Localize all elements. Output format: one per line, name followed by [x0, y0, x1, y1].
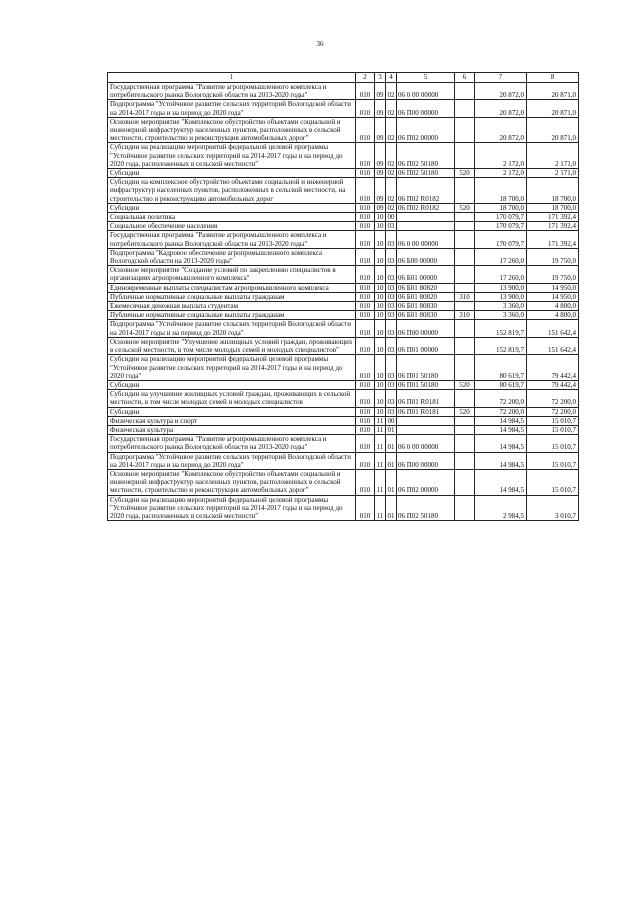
target-article-cell: 06 П02 R0182 [397, 203, 455, 212]
target-article-cell: 06 П02 00000 [397, 117, 455, 143]
amount-2019-cell: 80 619,7 [475, 380, 527, 389]
name-cell: Государственная программа "Развитие агропромышленного комплекса и потребительского рынка Вологодской области на 2013-2020 годы" [108, 435, 356, 452]
amount-2020-cell: 15 010,7 [527, 435, 579, 452]
amount-2019-cell: 13 900,0 [475, 283, 527, 292]
section-cell: 10 [376, 380, 384, 389]
amount-2019-cell: 18 700,0 [475, 203, 527, 212]
name-cell: Физическая культура и спорт [108, 416, 356, 425]
section-cell: 11 [375, 469, 386, 495]
target-article-cell: 06 Б01 80830 [397, 311, 455, 320]
name-cell: Основное мероприятие "Комплексное обустройство объектами социальной и инженерной инфраструктур населенных пунктов, расположенных в сельской местности, строительство и реконструкция автомобильных дорог" [108, 469, 356, 495]
subsection-cell: 02 [386, 117, 397, 143]
expense-type-cell: 310 [455, 311, 475, 320]
target-article-cell: 06 П02 00000 [397, 469, 455, 495]
name-cell: Подпрограмма "Кадровое обеспечение агропромышленного комплекса Вологодской области на 2013-2020 годы" [108, 248, 356, 265]
section-cell: 10 [375, 231, 386, 248]
section-cell: 10 [375, 266, 386, 283]
subsection-cell: 03 [387, 302, 395, 311]
ministry-cell: 010 [356, 143, 375, 169]
target-article-cell [397, 416, 455, 425]
table-row [108, 337, 579, 354]
amount-2019-cell: 72 200,0 [475, 407, 527, 416]
header-cell-1: 1 [108, 73, 356, 83]
expense-type-cell [455, 178, 475, 204]
target-article-cell: 06 П02 50180 [397, 143, 455, 169]
expense-type-cell [455, 355, 475, 381]
ministry-cell: 010 [356, 213, 375, 222]
amount-2020-cell: 2 171,0 [527, 143, 579, 169]
target-article-cell: 06 Б00 00000 [397, 248, 455, 265]
table-row [108, 83, 579, 100]
ministry-cell: 010 [356, 425, 375, 434]
table-row [108, 302, 579, 311]
expense-type-cell [455, 495, 475, 521]
expense-type-cell [455, 143, 475, 169]
subsection-cell: 03 [387, 380, 395, 389]
subsection-cell: 03 [386, 337, 397, 354]
table-row [108, 213, 579, 222]
name-cell: Ежемесячная денежная выплата студентам [108, 302, 356, 311]
table-row [108, 117, 579, 143]
subsection-cell: 03 [386, 355, 397, 381]
subsection-cell: 03 [387, 407, 395, 416]
subsection-cell: 02 [386, 143, 397, 169]
section-cell: 09 [376, 203, 384, 212]
target-article-cell [397, 425, 455, 434]
target-article-cell: 06 П02 R0182 [397, 178, 455, 204]
amount-2019-cell: 20 872,0 [475, 117, 527, 143]
amount-2020-cell: 79 442,4 [527, 355, 579, 381]
name-cell: Социальное обеспечение населения [108, 222, 356, 231]
amount-2020-cell: 15 010,7 [527, 452, 579, 469]
ministry-cell: 010 [356, 83, 375, 100]
expense-type-cell [455, 302, 475, 311]
section-cell: 09 [375, 83, 386, 100]
amount-2019-cell: 72 200,0 [475, 390, 527, 407]
subsection-cell: 01 [387, 425, 395, 434]
amount-2019-cell: 14 984,5 [475, 452, 527, 469]
name-cell: Основное мероприятие "Комплексное обустройство объектами социальной и инженерной инфраструктур населенных пунктов, расположенных в сельской местности, строительство и реконструкция автомобильных дорог" [108, 117, 356, 143]
amount-2020-cell: 14 950,0 [527, 292, 579, 301]
subsection-cell: 03 [386, 248, 397, 265]
name-cell: Публичные нормативные социальные выплаты гражданам [108, 292, 356, 301]
amount-2020-cell: 15 010,7 [527, 416, 579, 425]
table-row [108, 416, 579, 425]
amount-2020-cell: 151 642,4 [527, 337, 579, 354]
section-cell: 11 [375, 416, 386, 425]
name-cell: Субсидии [108, 203, 356, 212]
target-article-cell: 06 Б01 80820 [397, 283, 455, 292]
section-cell: 10 [376, 283, 384, 292]
section-cell: 11 [375, 495, 386, 521]
page-number: 36 [316, 40, 324, 48]
amount-2019-cell: 3 360,0 [475, 302, 527, 311]
subsection-cell: 02 [387, 203, 395, 212]
section-cell: 09 [375, 143, 386, 169]
subsection-cell: 03 [386, 231, 397, 248]
amount-2020-cell: 15 010,7 [527, 469, 579, 495]
amount-2019-cell: 170 079,7 [475, 222, 527, 231]
name-cell: Основное мероприятие "Создание условий по закреплению специалистов в организациях агропромышленного комплекса" [108, 266, 356, 283]
target-article-cell: 06 П02 50180 [397, 495, 455, 521]
amount-2019-cell: 170 079,7 [475, 231, 527, 248]
target-article-cell: 06 П00 00000 [397, 320, 455, 337]
amount-2020-cell: 3 010,7 [527, 495, 579, 521]
amount-2020-cell: 2 171,0 [527, 169, 579, 178]
amount-2020-cell: 14 950,0 [527, 283, 579, 292]
expense-type-cell [455, 337, 475, 354]
amount-2019-cell: 14 984,5 [475, 469, 527, 495]
section-cell: 09 [375, 100, 386, 117]
header-cell-6: 6 [455, 73, 475, 83]
name-cell: Субсидии на реализацию мероприятий федеральной целевой программы "Устойчивое развитие сельских территорий на 2014-2017 годы и на период до 2020 года, расположенных в сельской местности" [108, 143, 356, 169]
budget-table [107, 72, 579, 521]
ministry-cell: 010 [356, 390, 375, 407]
section-cell: 09 [375, 178, 386, 204]
table-row [108, 231, 579, 248]
ministry-cell: 010 [356, 248, 375, 265]
expense-type-cell [455, 435, 475, 452]
ministry-cell: 010 [356, 311, 375, 320]
subsection-cell: 03 [387, 292, 395, 301]
table-row [108, 390, 579, 407]
target-article-cell [397, 222, 455, 231]
subsection-cell: 02 [386, 83, 397, 100]
name-cell: Субсидии на реализацию мероприятий федеральной целевой программы "Устойчивое развитие сельских территорий на 2014-2017 годы и на период до 2020 года" [108, 355, 356, 381]
name-cell: Субсидии на реализацию мероприятий федеральной целевой программы "Устойчивое развитие сельских территорий на 2014-2017 годы и на период до 2020 года, расположенных в сельской местности" [108, 495, 356, 521]
subsection-cell: 03 [387, 283, 395, 292]
ministry-cell: 010 [356, 380, 375, 389]
amount-2019-cell: 20 872,0 [475, 83, 527, 100]
ministry-cell: 010 [356, 302, 375, 311]
section-cell: 09 [376, 169, 384, 178]
amount-2019-cell: 2 172,0 [475, 169, 527, 178]
target-article-cell: 06 П00 00000 [397, 452, 455, 469]
name-cell: Государственная программа "Развитие агропромышленного комплекса и потребительского рынка Вологодской области на 2013-2020 годы" [108, 231, 356, 248]
target-article-cell: 06 П01 50180 [397, 380, 455, 389]
amount-2019-cell: 152 819,7 [475, 320, 527, 337]
amount-2019-cell: 18 700,0 [475, 178, 527, 204]
ministry-cell: 010 [356, 469, 375, 495]
header-cell-2: 2 [356, 73, 375, 83]
table-row [108, 292, 579, 301]
table-row [108, 435, 579, 452]
amount-2019-cell: 13 900,0 [475, 292, 527, 301]
section-cell: 10 [375, 390, 386, 407]
ministry-cell: 010 [356, 337, 375, 354]
amount-2019-cell: 17 260,0 [475, 266, 527, 283]
expense-type-cell: 310 [455, 292, 475, 301]
expense-type-cell: 520 [455, 380, 475, 389]
subsection-cell: 00 [387, 416, 395, 425]
subsection-cell: 03 [386, 390, 397, 407]
section-cell: 11 [375, 435, 386, 452]
section-cell: 11 [375, 452, 386, 469]
target-article-cell: 06 П00 00000 [397, 100, 455, 117]
ministry-cell: 010 [356, 495, 375, 521]
expense-type-cell: 520 [455, 203, 475, 212]
expense-type-cell [455, 117, 475, 143]
ministry-cell: 010 [356, 416, 375, 425]
name-cell: Подпрограмма "Устойчивое развитие сельских территорий Вологодской области на 2014-2017 годы и на период до 2020 года" [108, 100, 356, 117]
section-cell: 10 [376, 292, 384, 301]
expense-type-cell [455, 83, 475, 100]
table-row [108, 248, 579, 265]
amount-2020-cell: 171 392,4 [527, 231, 579, 248]
ministry-cell: 010 [356, 169, 375, 178]
section-cell: 11 [375, 425, 386, 434]
ministry-cell: 010 [356, 292, 375, 301]
amount-2020-cell: 4 800,0 [527, 302, 579, 311]
table-row [108, 222, 579, 231]
target-article-cell: 06 Б01 80830 [397, 302, 455, 311]
subsection-cell: 01 [386, 435, 397, 452]
amount-2020-cell: 4 800,0 [527, 311, 579, 320]
subsection-cell: 02 [386, 100, 397, 117]
ministry-cell: 010 [356, 178, 375, 204]
expense-type-cell [455, 469, 475, 495]
expense-type-cell [455, 231, 475, 248]
table-row [108, 311, 579, 320]
name-cell: Физическая культура [108, 425, 356, 434]
amount-2020-cell: 15 010,7 [527, 425, 579, 434]
target-article-cell: 06 Б01 80820 [397, 292, 455, 301]
table-row [108, 283, 579, 292]
name-cell: Подпрограмма "Устойчивое развитие сельских территорий Вологодской области на 2014-2017 годы и на период до 2020 года" [108, 452, 356, 469]
ministry-cell: 010 [356, 231, 375, 248]
section-cell: 10 [376, 222, 384, 231]
table-row [108, 407, 579, 416]
target-article-cell: 06 П01 50180 [397, 355, 455, 381]
amount-2019-cell: 152 819,7 [475, 337, 527, 354]
name-cell: Государственная программа "Развитие агропромышленного комплекса и потребительского рынка Вологодской области на 2013-2020 годы" [108, 83, 356, 100]
amount-2020-cell: 20 871,0 [527, 100, 579, 117]
expense-type-cell [455, 320, 475, 337]
table-row [108, 425, 579, 434]
subsection-cell: 02 [387, 169, 395, 178]
table-row [108, 266, 579, 283]
table-row [108, 100, 579, 117]
amount-2019-cell: 3 360,0 [475, 311, 527, 320]
name-cell: Субсидии [108, 380, 356, 389]
target-article-cell: 06 Б01 00000 [397, 266, 455, 283]
target-article-cell: 06 П02 50180 [397, 169, 455, 178]
expense-type-cell [455, 100, 475, 117]
amount-2019-cell: 2 984,5 [475, 495, 527, 521]
target-article-cell [397, 213, 455, 222]
subsection-cell: 01 [386, 495, 397, 521]
name-cell: Подпрограмма "Устойчивое развитие сельских территорий Вологодской области на 2014-2017 годы и на период до 2020 года" [108, 320, 356, 337]
table-row [108, 355, 579, 381]
table-row [108, 203, 579, 212]
ministry-cell: 010 [356, 117, 375, 143]
ministry-cell: 010 [356, 407, 375, 416]
expense-type-cell [455, 390, 475, 407]
section-cell: 09 [375, 117, 386, 143]
target-article-cell: 06 0 00 00000 [397, 231, 455, 248]
ministry-cell: 010 [356, 203, 375, 212]
ministry-cell: 010 [356, 100, 375, 117]
target-article-cell: 06 П01 R0181 [397, 407, 455, 416]
section-cell: 10 [375, 355, 386, 381]
subsection-cell: 03 [387, 311, 395, 320]
header-cell-4: 4 [386, 73, 397, 83]
ministry-cell: 010 [356, 452, 375, 469]
name-cell: Основное мероприятие "Улучшение жилищных условий граждан, проживающих в сельской местности, в том числе молодых семей и молодых специалистов" [108, 337, 356, 354]
name-cell: Социальная политика [108, 213, 356, 222]
section-cell: 10 [376, 213, 384, 222]
amount-2020-cell: 72 200,0 [527, 407, 579, 416]
subsection-cell: 03 [386, 266, 397, 283]
amount-2019-cell: 170 079,7 [475, 213, 527, 222]
section-cell: 10 [375, 320, 386, 337]
section-cell: 10 [375, 248, 386, 265]
target-article-cell: 06 П01 00000 [397, 337, 455, 354]
amount-2020-cell: 79 442,4 [527, 380, 579, 389]
section-cell: 10 [375, 337, 386, 354]
section-cell: 10 [376, 407, 384, 416]
ministry-cell: 010 [356, 435, 375, 452]
subsection-cell: 01 [386, 469, 397, 495]
target-article-cell: 06 П01 R0181 [397, 390, 455, 407]
section-cell: 10 [376, 302, 384, 311]
expense-type-cell [455, 213, 475, 222]
subsection-cell: 02 [386, 178, 397, 204]
table-row [108, 143, 579, 169]
name-cell: Субсидии [108, 169, 356, 178]
amount-2020-cell: 20 871,0 [527, 117, 579, 143]
amount-2019-cell: 80 619,7 [475, 355, 527, 381]
header-cell-7: 7 [475, 73, 527, 83]
expense-type-cell: 520 [455, 407, 475, 416]
table-row [108, 169, 579, 178]
subsection-cell: 00 [387, 213, 395, 222]
table-row [108, 178, 579, 204]
expense-type-cell: 520 [455, 169, 475, 178]
expense-type-cell [455, 222, 475, 231]
name-cell: Субсидии на комплексное обустройство объектами социальной и инженерной инфраструктур населенных пунктов, расположенных в сельской местности, на строительство и реконструкцию автомобильных дорог [108, 178, 356, 204]
ministry-cell: 010 [356, 266, 375, 283]
amount-2020-cell: 171 392,4 [527, 222, 579, 231]
name-cell: Публичные нормативные социальные выплаты гражданам [108, 311, 356, 320]
ministry-cell: 010 [356, 222, 375, 231]
target-article-cell: 06 0 00 00000 [397, 83, 455, 100]
amount-2020-cell: 19 750,0 [527, 266, 579, 283]
table-row [108, 320, 579, 337]
amount-2020-cell: 171 392,4 [527, 213, 579, 222]
subsection-cell: 03 [386, 320, 397, 337]
amount-2019-cell: 14 984,5 [475, 416, 527, 425]
table-row [108, 469, 579, 495]
table-header-row [108, 73, 579, 83]
table-row [108, 380, 579, 389]
name-cell: Единовременные выплаты специалистам агропромышленного комплекса [108, 283, 356, 292]
name-cell: Субсидии [108, 407, 356, 416]
subsection-cell: 03 [387, 222, 395, 231]
amount-2020-cell: 18 700,0 [527, 178, 579, 204]
header-cell-3: 3 [375, 73, 386, 83]
ministry-cell: 010 [356, 355, 375, 381]
amount-2019-cell: 17 260,0 [475, 248, 527, 265]
amount-2019-cell: 20 872,0 [475, 100, 527, 117]
amount-2020-cell: 72 200,0 [527, 390, 579, 407]
expense-type-cell [455, 248, 475, 265]
amount-2019-cell: 2 172,0 [475, 143, 527, 169]
header-cell-8: 8 [527, 73, 579, 83]
expense-type-cell [455, 452, 475, 469]
section-cell: 10 [376, 311, 384, 320]
ministry-cell: 010 [356, 283, 375, 292]
amount-2020-cell: 18 700,0 [527, 203, 579, 212]
expense-type-cell [455, 266, 475, 283]
ministry-cell: 010 [356, 320, 375, 337]
table-row [108, 495, 579, 521]
header-cell-5: 5 [397, 73, 455, 83]
amount-2019-cell: 14 984,5 [475, 435, 527, 452]
name-cell: Субсидии на улучшение жилищных условий граждан, проживающих в сельской местности, в том числе молодых семей и молодых специалистов [108, 390, 356, 407]
expense-type-cell [455, 425, 475, 434]
target-article-cell: 06 0 00 00000 [397, 435, 455, 452]
amount-2020-cell: 151 642,4 [527, 320, 579, 337]
amount-2020-cell: 19 750,0 [527, 248, 579, 265]
table-row [108, 452, 579, 469]
expense-type-cell [455, 416, 475, 425]
subsection-cell: 01 [386, 452, 397, 469]
expense-type-cell [455, 283, 475, 292]
amount-2020-cell: 20 871,0 [527, 83, 579, 100]
amount-2019-cell: 14 984,5 [475, 425, 527, 434]
